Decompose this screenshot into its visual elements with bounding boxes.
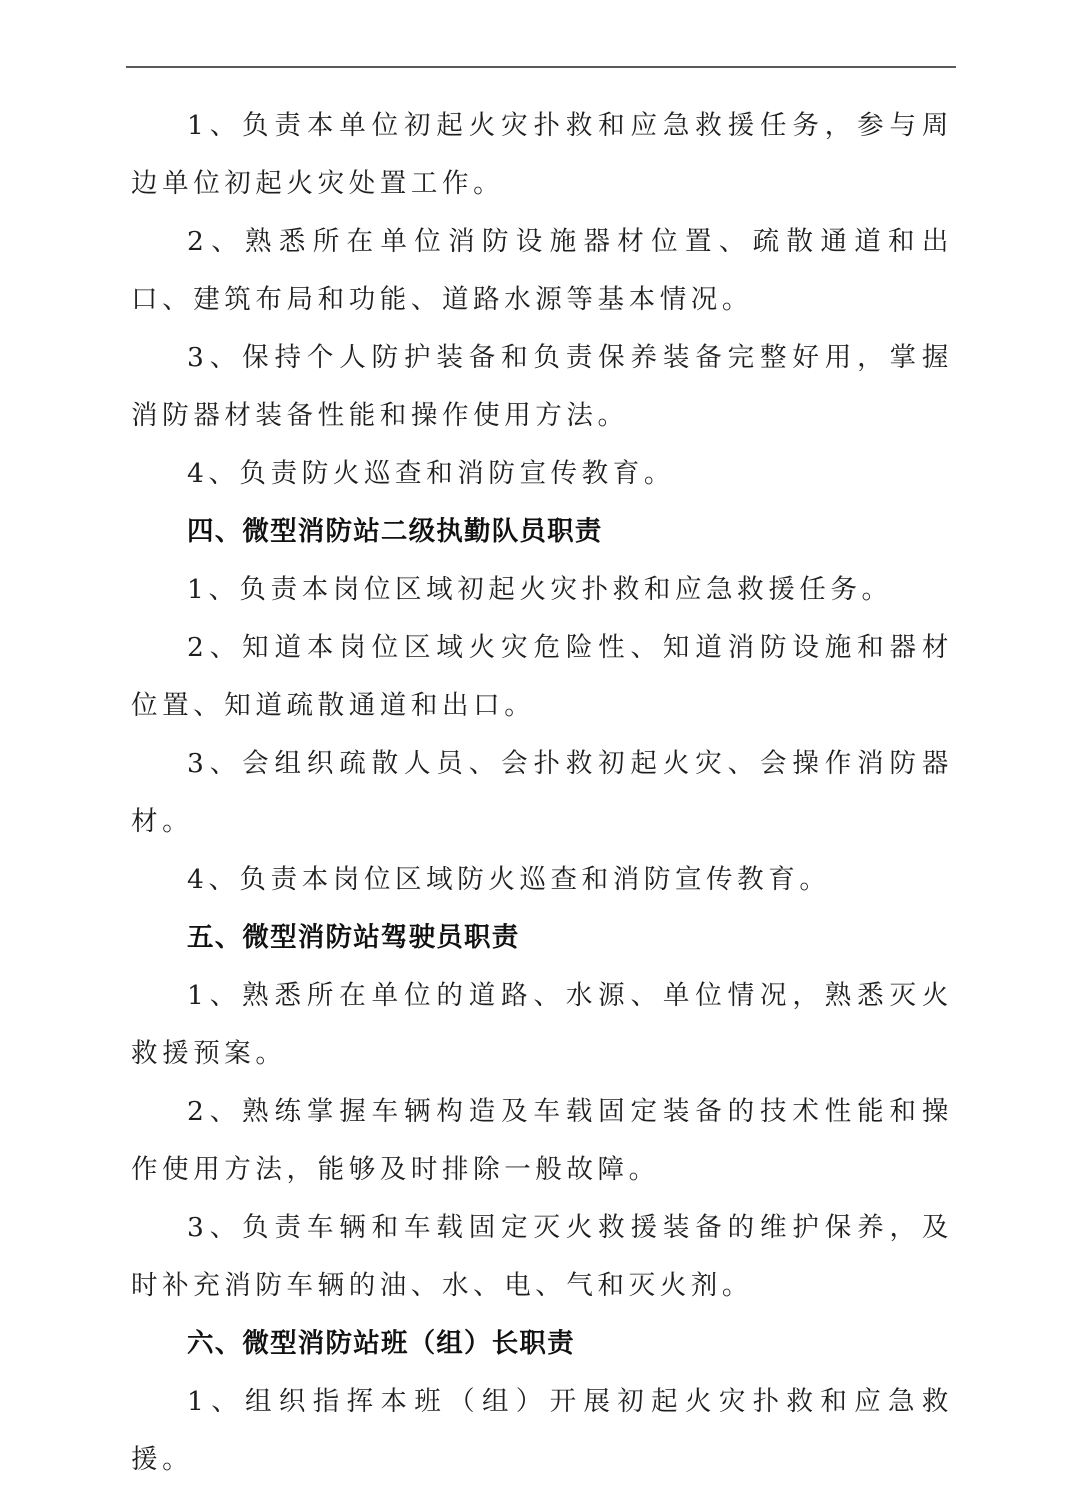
paragraph-item: 1、熟悉所在单位的道路、水源、单位情况，熟悉灭火救援预案。 xyxy=(131,980,953,1069)
paragraph-item: 3、会组织疏散人员、会扑救初起火灾、会操作消防器材。 xyxy=(131,748,953,837)
paragraph-item: 3、保持个人防护装备和负责保养装备完整好用，掌握消防器材装备性能和操作使用方法。 xyxy=(131,342,953,431)
document-body xyxy=(131,97,953,1489)
paragraph-item: 1、负责本单位初起火灾扑救和应急救援任务，参与周边单位初起火灾处置工作。 xyxy=(131,110,953,199)
paragraph-item: 4、负责防火巡查和消防宣传教育。 xyxy=(187,458,675,489)
section-heading: 六、微型消防站班（组）长职责 xyxy=(187,1328,575,1359)
section-heading: 五、微型消防站驾驶员职责 xyxy=(187,922,520,953)
paragraph-item: 4、负责本岗位区域防火巡查和消防宣传教育。 xyxy=(187,864,831,895)
section-heading: 四、微型消防站二级执勤队员职责 xyxy=(187,516,603,547)
header-rule xyxy=(126,66,956,68)
paragraph-item: 2、熟悉所在单位消防设施器材位置、疏散通道和出口、建筑布局和功能、道路水源等基本情况。 xyxy=(131,226,953,315)
paragraph-item: 3、负责车辆和车载固定灭火救援装备的维护保养，及时补充消防车辆的油、水、电、气和灭火剂。 xyxy=(131,1212,953,1301)
paragraph-item: 2、熟练掌握车辆构造及车载固定装备的技术性能和操作使用方法，能够及时排除一般故障。 xyxy=(131,1096,953,1185)
paragraph-item: 2、知道本岗位区域火灾危险性、知道消防设施和器材位置、知道疏散通道和出口。 xyxy=(131,632,953,721)
paragraph-item: 1、组织指挥本班（组）开展初起火灾扑救和应急救援。 xyxy=(131,1386,953,1475)
paragraph-item: 1、负责本岗位区域初起火灾扑救和应急救援任务。 xyxy=(187,574,893,605)
